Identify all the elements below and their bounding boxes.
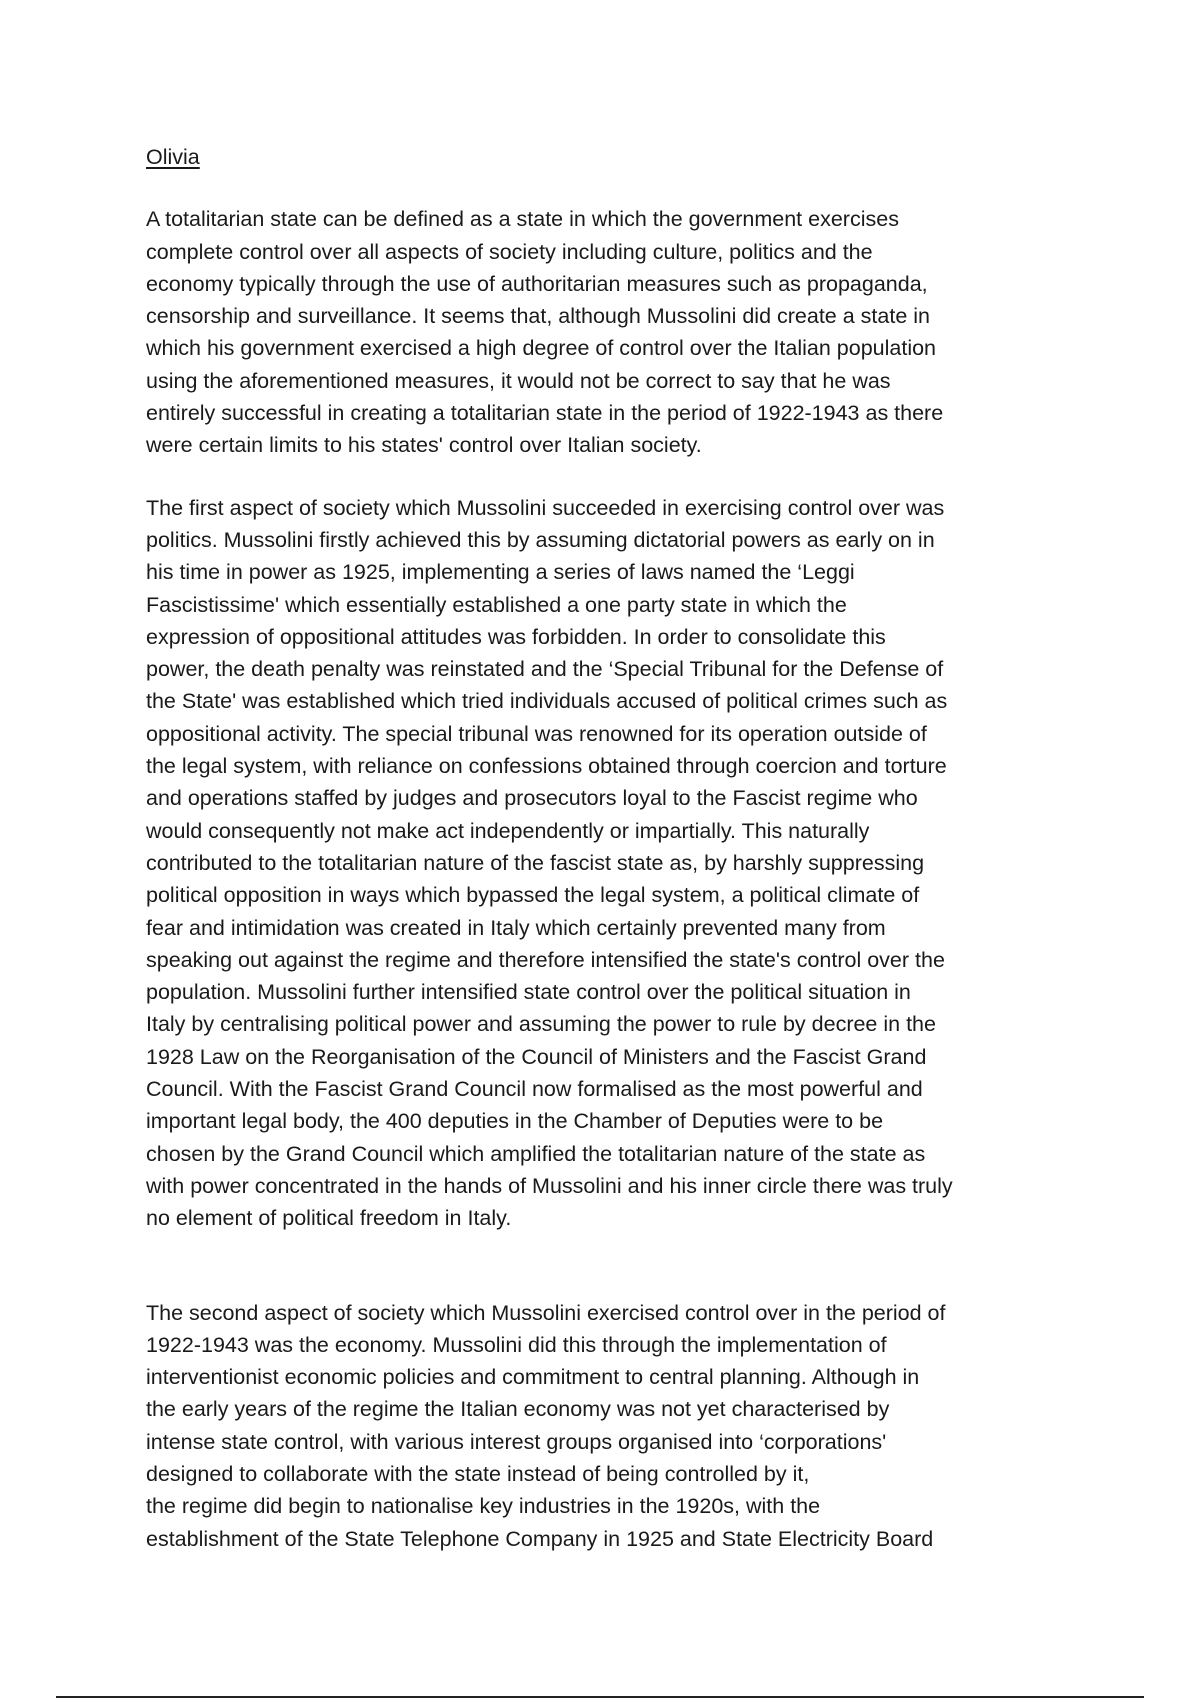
text-line: establishment of the State Telephone Company in 1925 and State Electricity Board: [146, 1526, 934, 1551]
text-line: economy typically through the use of authoritarian measures such as propaganda,: [146, 271, 928, 296]
text-line: chosen by the Grand Council which amplified the totalitarian nature of the state as: [146, 1141, 926, 1166]
text-line: intense state control, with various interest groups organised into ‘corporations': [146, 1429, 887, 1454]
text-line: the regime did begin to nationalise key industries in the 1920s, with the: [146, 1494, 821, 1519]
text-line: which his government exercised a high degree of control over the Italian population: [146, 336, 937, 361]
paragraph-spacer: [146, 462, 1076, 492]
text-line: entirely successful in creating a totalitarian state in the period of 1922-1943 as there: [146, 401, 944, 426]
text-line: censorship and surveillance. It seems that, although Mussolini did create a state in: [146, 304, 930, 329]
text-line: 1922-1943 was the economy. Mussolini did this through the implementation of: [146, 1332, 887, 1357]
text-line: The second aspect of society which Mussolini exercised control over in the period of: [146, 1300, 946, 1325]
text-line: his time in power as 1925, implementing a series of laws named the ‘Leggi: [146, 560, 855, 585]
text-line: complete control over all aspects of society including culture, politics and the: [146, 239, 873, 264]
paragraph-1: [146, 203, 1076, 461]
text-line: the legal system, with reliance on confessions obtained through coercion and torture: [146, 754, 947, 779]
text-line: important legal body, the 400 deputies in the Chamber of Deputies were to be: [146, 1109, 884, 1134]
text-line: politics. Mussolini firstly achieved this by assuming dictatorial powers as early on in: [146, 527, 935, 552]
text-line: power, the death penalty was reinstated and the ‘Special Tribunal for the Defense of: [146, 657, 944, 682]
paragraph-3: [146, 1297, 1076, 1555]
text-line: interventionist economic policies and commitment to central planning. Although in: [146, 1365, 920, 1390]
text-line: using the aforementioned measures, it would not be correct to say that he was: [146, 368, 891, 393]
text-line: The first aspect of society which Mussolini succeeded in exercising control over was: [146, 495, 945, 520]
text-line: the State' was established which tried individuals accused of political crimes such as: [146, 689, 948, 714]
text-line: 1928 Law on the Reorganisation of the Council of Ministers and the Fascist Grand: [146, 1044, 927, 1069]
text-line: no element of political freedom in Italy.: [146, 1206, 512, 1231]
text-line: Fascistissime' which essentially established a one party state in which the: [146, 592, 847, 617]
text-line: the early years of the regime the Italian economy was not yet characterised by: [146, 1397, 890, 1422]
text-line: oppositional activity. The special tribunal was renowned for its operation outside of: [146, 721, 927, 746]
text-line: were certain limits to his states' control over Italian society.: [146, 433, 702, 458]
text-line: A totalitarian state can be defined as a state in which the government exercises: [146, 207, 899, 232]
text-line: with power concentrated in the hands of Mussolini and his inner circle there was truly: [146, 1173, 953, 1198]
text-line: fear and intimidation was created in Italy which certainly prevented many from: [146, 915, 886, 940]
text-line: political opposition in ways which bypassed the legal system, a political climate of: [146, 883, 920, 908]
text-line: Italy by centralising political power and assuming the power to rule by decree in the: [146, 1012, 936, 1037]
page-bottom-divider: [56, 1696, 1144, 1698]
text-line: designed to collaborate with the state instead of being controlled by it,: [146, 1461, 810, 1486]
author-name: Olivia: [146, 145, 200, 169]
text-line: population. Mussolini further intensified state control over the political situation in: [146, 980, 911, 1005]
document-body: [146, 141, 1076, 1555]
text-line: and operations staffed by judges and prosecutors loyal to the Fascist regime who: [146, 786, 918, 811]
text-line: Council. With the Fascist Grand Council now formalised as the most powerful and: [146, 1077, 923, 1102]
text-line: would consequently not make act independently or impartially. This naturally: [146, 818, 870, 843]
text-line: expression of oppositional attitudes was forbidden. In order to consolidate this: [146, 624, 886, 649]
text-line: speaking out against the regime and therefore intensified the state's control over the: [146, 947, 945, 972]
text-line: contributed to the totalitarian nature of the fascist state as, by harshly suppressing: [146, 850, 925, 875]
paragraph-spacer: [146, 1235, 1076, 1297]
paragraph-2: [146, 492, 1076, 1235]
